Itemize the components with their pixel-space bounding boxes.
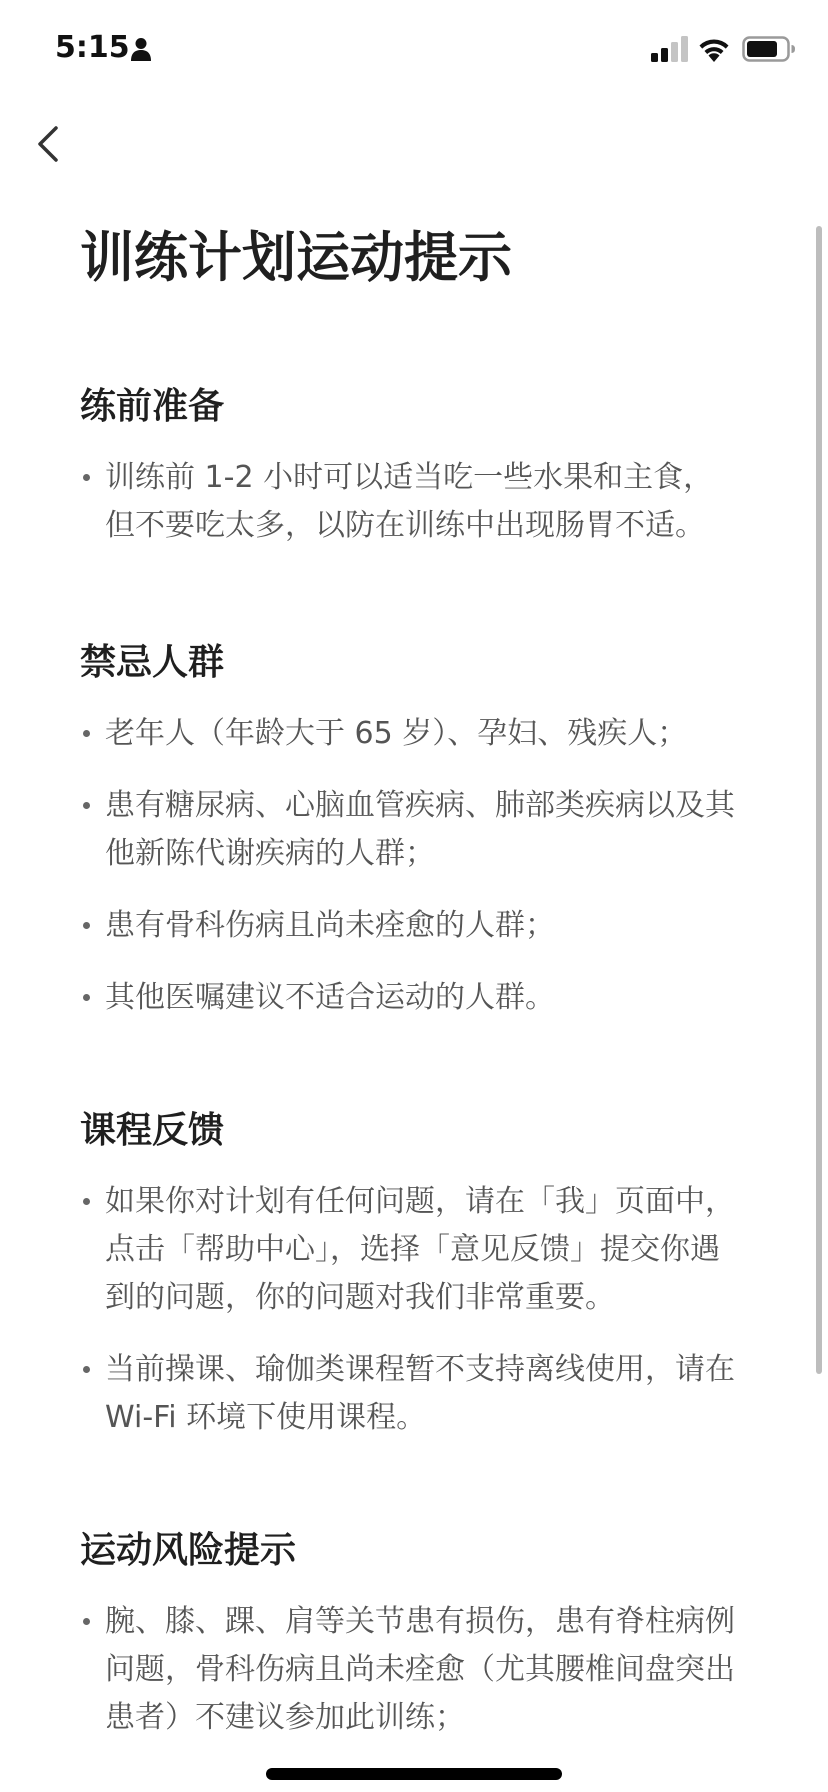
list-item	[80, 902, 740, 950]
section-pre-training	[80, 382, 740, 550]
list-item-text: 患有骨科伤病且尚未痊愈的人群；	[105, 908, 555, 943]
list-item	[80, 782, 740, 878]
content	[80, 222, 740, 1742]
section-exercise-risk	[80, 1526, 740, 1742]
person-icon	[130, 37, 152, 61]
list-item-text: 当前操课、瑜伽类课程暂不支持离线使用，请在 Wi-Fi 环境下使用课程。	[105, 1352, 735, 1435]
list-item	[80, 1346, 740, 1442]
bullet-dot	[83, 994, 90, 1001]
bullet-dot	[83, 730, 90, 737]
bullet-list	[80, 1178, 740, 1442]
list-item-text: 如果你对计划有任何问题，请在「我」页面中，点击「帮助中心」，选择「意见反馈」提交你遇到的问题，你的问题对我们非常重要。	[105, 1184, 735, 1315]
bullet-dot	[83, 474, 90, 481]
list-item	[80, 710, 740, 758]
list-item	[80, 1178, 740, 1322]
signal-icon	[651, 36, 689, 62]
list-item-text: 其他医嘱建议不适合运动的人群。	[105, 980, 555, 1015]
bullet-dot	[83, 1366, 90, 1373]
bullet-dot	[83, 802, 90, 809]
section-title: 运动风险提示	[80, 1530, 297, 1571]
section-title: 课程反馈	[80, 1110, 225, 1151]
list-item-text: 老年人（年龄大于 65 岁）、孕妇、残疾人；	[105, 716, 688, 751]
bullet-list	[80, 710, 740, 1022]
bullet-list	[80, 454, 740, 550]
list-item-text: 腕、膝、踝、肩等关节患有损伤，患有脊柱病例问题，骨科伤病且尚未痊愈（尤其腰椎间盘突出患者）不建议参加此训练；	[105, 1604, 735, 1735]
list-item-text: 训练前 1-2 小时可以适当吃一些水果和主食，但不要吃太多，以防在训练中出现肠胃不适。	[105, 460, 714, 543]
back-button[interactable]	[28, 116, 72, 172]
list-item	[80, 1598, 740, 1742]
section-title: 练前准备	[80, 386, 225, 427]
bullet-dot	[83, 922, 90, 929]
list-item	[80, 974, 740, 1022]
section-course-feedback	[80, 1106, 740, 1442]
battery-icon	[742, 36, 796, 62]
section-title: 禁忌人群	[80, 642, 225, 683]
list-item-text: 患有糖尿病、心脑血管疾病、肺部类疾病以及其他新陈代谢疾病的人群；	[105, 788, 735, 871]
page-title: 训练计划运动提示	[80, 226, 512, 289]
bullet-dot	[83, 1198, 90, 1205]
status-bar	[0, 0, 828, 100]
home-indicator[interactable]	[266, 1768, 562, 1780]
scrollbar[interactable]	[816, 226, 822, 1374]
bullet-dot	[83, 1618, 90, 1625]
status-time: 5:15	[55, 30, 130, 65]
chevron-left-icon	[28, 116, 72, 172]
section-contraindicated-groups	[80, 638, 740, 1022]
list-item	[80, 454, 740, 550]
wifi-icon	[697, 34, 731, 62]
bullet-list	[80, 1598, 740, 1742]
